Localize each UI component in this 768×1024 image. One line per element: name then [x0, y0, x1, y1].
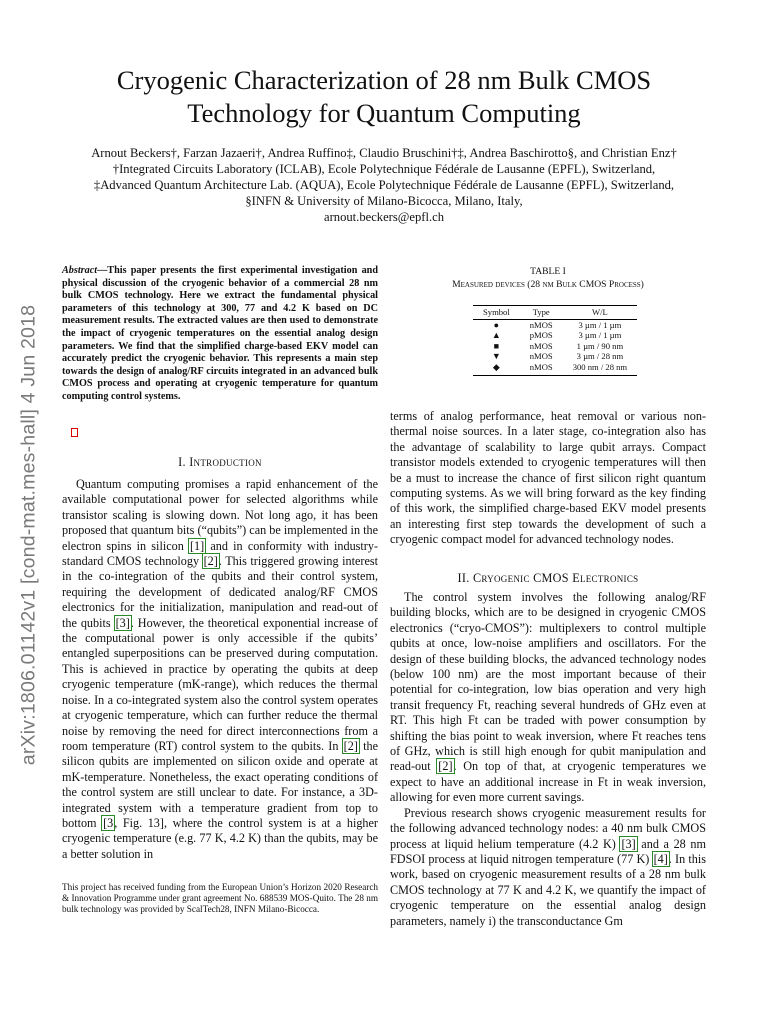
funding-footnote: This project has received funding from the European Union’s Horizon 2020 Research & Innovation Programme under grant agreement No. 688539 MOS-Quito. The 28 nm bulk technology was provided by ScalTech28, INFN Milano-Bicocca.	[62, 882, 378, 915]
citation-link[interactable]: [4]	[653, 851, 668, 866]
intro-text-b: and in conformity with industry-standard CMOS technology	[62, 538, 379, 569]
cryo-cmos-paragraph-2	[390, 806, 706, 929]
citation-link[interactable]: [1]	[190, 538, 205, 553]
intro-continuation	[390, 409, 706, 548]
affiliation-iclab: †Integrated Circuits Laboratory (ICLAB), Ecole Polytechnique Fédérale de Lausanne (EPFL), Switzerland,	[112, 162, 656, 176]
section-heading-introduction: I. Introduction	[178, 455, 262, 469]
intro-text-a: Quantum computing promises a rapid enhancement of the available computational power for selected algorithms while transistor scaling is slowing down. Not long ago, it has been proposed that quantum bits (“qubits”) can be implemented in the electron spins in silicon	[62, 477, 378, 553]
abstract-text: —This paper presents the first experimental investigation and physical discussion of the cryogenic behavior of a commercial 28 nm bulk CMOS technology. Here we extract the fundamental physical parameters of this technology at 300, 77 and 4.2 K based on DC measurement results. The extracted values are then used to demonstrate the impact of cryogenic temperatures on the essential analog design parameters. We find that the simplified charge-based EKV model can accurately predict the cryogenic behavior. This represents a main step towards the design of analog/RF circuits integrated in an advanced bulk CMOS process and operating at cryogenic temperature for quantum computing control systems.	[62, 265, 378, 402]
device-wl: 1 µm / 90 nm	[576, 340, 624, 351]
device-type: nMOS	[520, 362, 563, 375]
marker-circle-icon: ●	[493, 319, 500, 330]
device-type: nMOS	[529, 340, 553, 351]
section-heading-cryo-cmos: II. Cryogenic CMOS Electronics	[457, 571, 639, 585]
cryo-text-d: and a 28 nm FDSOI process at liquid nitrogen temperature (77 K)	[390, 836, 706, 866]
abstract-label: Abstract	[62, 265, 98, 276]
link-marker-icon	[71, 428, 78, 437]
citation-link[interactable]: [3	[103, 815, 114, 830]
table-label: TABLE I	[530, 266, 566, 277]
intro-text-c: . This triggered growing interest in the co-integration of the qubits and their control system, requiring the development of dedicated analog/RF CMOS electronics for the initialization, manipulation and read-out of the qubits	[62, 554, 378, 630]
affiliation-aqua: ‡Advanced Quantum Architecture Lab. (AQUA), Ecole Polytechnique Fédérale de Lausanne (EPFL), Switzerland,	[93, 178, 675, 192]
device-wl: 3 µm / 1 µm	[578, 319, 622, 330]
table-row	[473, 362, 637, 375]
paper-title-line1: Cryogenic Characterization of 28 nm Bulk CMOS	[116, 65, 652, 95]
table-header-row	[473, 306, 637, 320]
table-header-wl: W/L	[563, 306, 637, 320]
citation-link[interactable]: [3]	[621, 836, 636, 851]
cryo-text-c: Previous research shows cryogenic measurement results for the following advanced technology nodes: a 40 nm bulk CMOS process at liquid helium temperature (4.2 K)	[390, 805, 706, 851]
marker-diamond-icon: ◆	[473, 362, 520, 375]
table-header-symbol: Symbol	[473, 306, 520, 320]
affiliation-infn: §INFN & University of Milano-Bicocca, Milano, Italy,	[245, 194, 523, 208]
device-type: pMOS	[529, 330, 553, 341]
device-wl: 3 µm / 28 nm	[576, 351, 624, 362]
marker-triangle-up-icon: ▲	[491, 330, 501, 341]
table-row	[473, 351, 637, 362]
intro-text-e: the silicon qubits are implemented on silicon oxide and operate at mK-temperature. Nonetheless, the exact operating conditions of the control system are still unclear to date. For instance, a 3D-integrated system with a temperature gradient from top to bottom	[62, 738, 379, 830]
intro-continuation-text: terms of analog performance, heat removal or various non-thermal noise sources. In a later stage, co-integration also has the advantage of scalability to large qubit arrays. Compact transistor models extended to cryogenic temperatures will then be a must to increase the chance of first silicon right quantum computing systems. As we will bring forward as the key finding of this work, the simplified charge-based EKV model presents an interesting first step towards the development of such a cryogenic compact model for advanced technology nodes.	[390, 409, 706, 547]
arxiv-stamp	[12, 235, 46, 835]
table-row	[473, 341, 637, 352]
cryo-text-a: The control system involves the following analog/RF building blocks, which are to be designed in cryogenic CMOS electronics (“cryo-CMOS”): multiplexers to control multiple qubits at once, low-noise amplifiers and oscillators. For the design of these building blocks, the advanced technology nodes (below 100 nm) are the most important because of their potential for co-integration, low bias operation and very high transit frequency Ft, reaching several hundreds of GHz even at RT. This high Ft can be traded with power consumption by shifting the bias point to weak inversion, where Ft reaches tens of GHz, which is still high enough for qubit manipulation and read-out	[390, 590, 706, 774]
citation-link[interactable]: [2]	[203, 554, 218, 569]
author-list: Arnout Beckers†, Farzan Jazaeri†, Andrea Ruffino‡, Claudio Bruschini†‡, Andrea Baschirotto§, and Christian Enz†	[91, 146, 677, 160]
device-type: nMOS	[529, 351, 553, 362]
measured-devices-table	[473, 305, 637, 376]
table-caption: Measured devices (28 nm Bulk CMOS Process)	[452, 279, 644, 290]
cryo-cmos-paragraph-1	[390, 590, 706, 806]
device-wl: 3 µm / 1 µm	[578, 330, 622, 341]
author-email[interactable]: arnout.beckers@epfl.ch	[324, 210, 444, 224]
cryo-cmos-section-body	[390, 590, 706, 929]
paper-title-line2: Technology for Quantum Computing	[187, 98, 581, 128]
table-header-type: Type	[520, 306, 563, 320]
citation-link[interactable]: [2]	[438, 759, 453, 774]
table-row	[473, 319, 637, 330]
marker-square-icon: ■	[493, 340, 500, 351]
marker-triangle-down-icon: ▼	[491, 351, 501, 362]
table-row	[473, 330, 637, 341]
introduction-paragraph	[62, 477, 378, 862]
citation-link[interactable]: [2]	[343, 738, 358, 753]
abstract	[62, 265, 378, 404]
arxiv-stamp-text: arXiv:1806.01142v1 [cond-mat.mes-hall] 4 Jun 2018	[17, 304, 40, 766]
citation-link[interactable]: [3]	[115, 615, 130, 630]
device-wl: 300 nm / 28 nm	[563, 362, 637, 375]
paper-title	[0, 64, 768, 130]
cryo-text-b: . On top of that, at cryogenic temperatures we expect to have an additional increase in Ft in weak inversion, allowing for even more current savings.	[390, 759, 706, 805]
intro-text-f: , Fig. 13], where the control system is at a higher cryogenic temperature (e.g. 77 K, 4.2 K) than the qubits, may be a better solution in	[62, 815, 378, 861]
device-type: nMOS	[529, 319, 553, 330]
cryo-text-e: . In this work, based on cryogenic measurement results of a 28 nm bulk CMOS technology at 77 K and 4.2 K, we quantify the impact of cryogenic temperature on the essential analog design parameters, namely i) the transconductance Gm	[390, 851, 706, 928]
intro-text-d: . However, the theoretical exponential increase of the computational power is only accessible if the qubits’ entangled superpositions can be preserved during computation. This is achieved in practice by operating the qubits at deep cryogenic temperature (mK-range), which reduces the thermal noise. In a co-integrated system also the control system operates at cryogenic temperature, which can further reduce the thermal noise by removing the need for direct interconnections from a room temperature (RT) control system to the qubits. In	[62, 615, 378, 753]
